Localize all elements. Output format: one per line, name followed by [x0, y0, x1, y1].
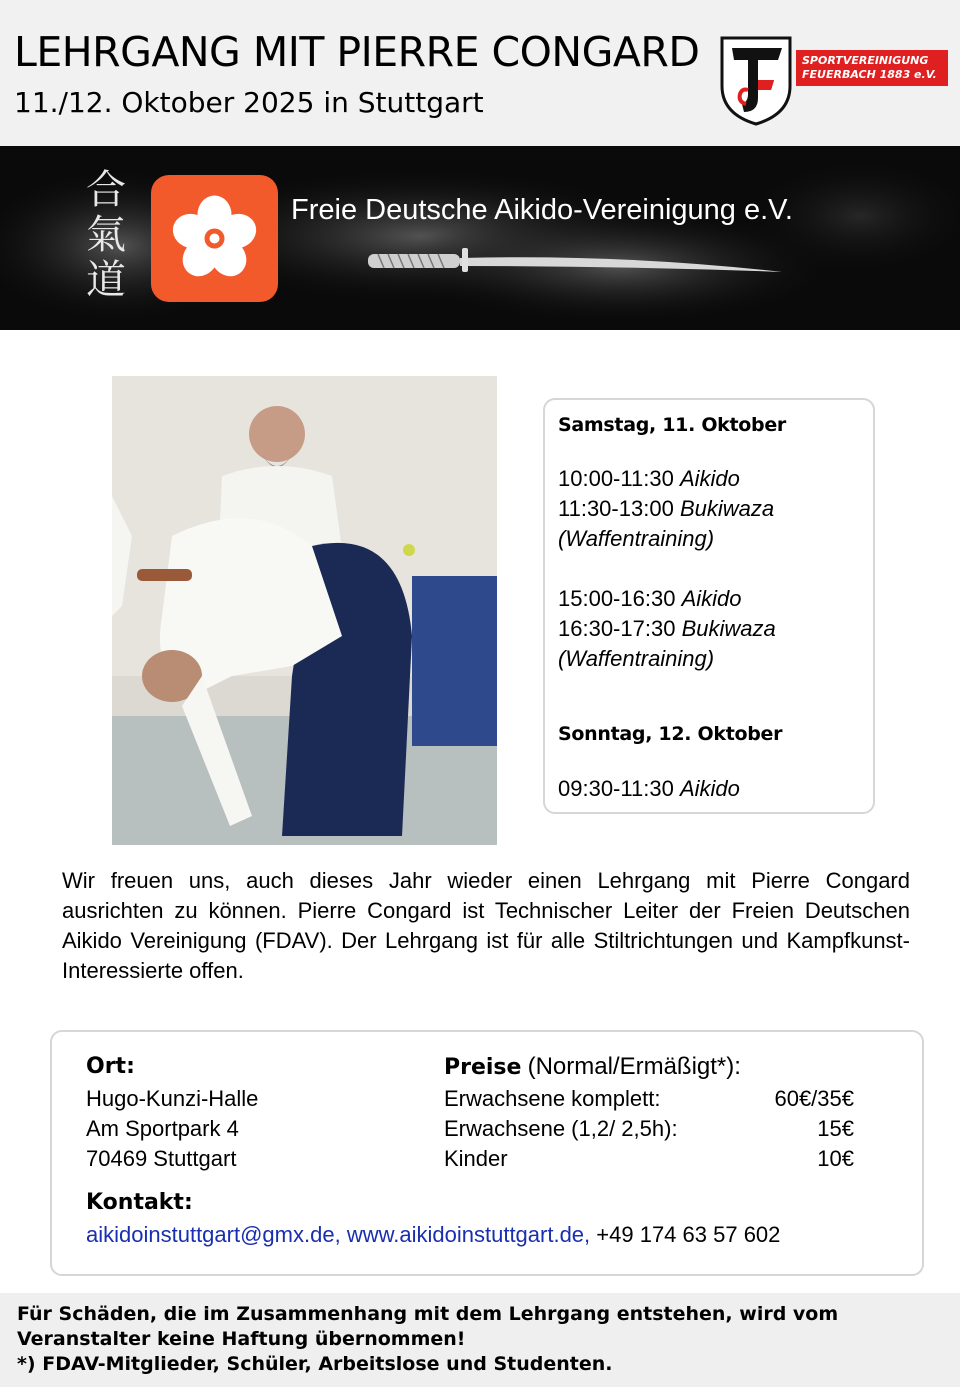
slot-time: 10:00-11:30 [558, 466, 674, 491]
katana-icon [364, 236, 784, 282]
kontakt-line [86, 1220, 780, 1250]
club-name-line1: SPORTVEREINIGUNG [802, 54, 929, 67]
slot-time: 15:00-16:30 [558, 586, 676, 611]
price-label: Erwachsene (1,2/ 2,5h): [444, 1116, 678, 1141]
aikido-kanji [80, 168, 132, 303]
schedule-slot [558, 644, 714, 674]
slot-activity: (Waffentraining) [558, 646, 715, 671]
club-crest-icon [718, 34, 794, 126]
schedule-slot [558, 774, 740, 804]
day1-title: Samstag, 11. Oktober [558, 414, 787, 436]
schedule-slot [558, 614, 776, 644]
club-name-badge [796, 50, 948, 86]
kanji-do: 道 [86, 257, 126, 303]
fdav-flower-logo-icon [151, 175, 278, 302]
schedule-slot [558, 584, 741, 614]
schedule-slot [558, 524, 714, 554]
kanji-ki: 氣 [86, 212, 126, 258]
price-label: Erwachsene komplett: [444, 1086, 661, 1111]
slot-activity: Bukiwaza [679, 496, 775, 521]
slot-time: 11:30-13:00 [558, 496, 674, 521]
club-name-line2: FEUERBACH 1883 e.V. [802, 68, 937, 81]
price-value: 15€ [817, 1116, 854, 1141]
email-link[interactable]: aikidoinstuttgart@gmx.de, [86, 1222, 341, 1247]
slot-activity: Aikido [679, 776, 740, 801]
day2-title: Sonntag, 12. Oktober [558, 723, 783, 745]
footnote-line: *) FDAV-Mitglieder, Schüler, Arbeitslose und Studenten. [17, 1353, 613, 1375]
intro-paragraph: Wir freuen uns, auch dieses Jahr wieder einen Lehrgang mit Pierre Congard ausrichten zu können. Pierre Congard ist Technischer Leiter der Freien Deutschen Aikido Vereinigung (FDAV). Der Lehrgang ist für alle Stiltrichtungen und Kampfkunst-Interessierte offen. [62, 868, 910, 983]
slot-activity: Aikido [681, 586, 742, 611]
aikido-photo [112, 376, 497, 845]
price-label: Kinder [444, 1146, 508, 1171]
preise-heading [444, 1052, 741, 1083]
slot-activity: Aikido [679, 466, 740, 491]
schedule-box [543, 398, 875, 814]
preise-label: Preise [444, 1055, 522, 1080]
header [0, 0, 960, 146]
page-subtitle: 11./12. Oktober 2025 in Stuttgart [14, 86, 484, 119]
slot-time: 09:30-11:30 [558, 776, 674, 801]
kontakt-label: Kontakt: [86, 1190, 193, 1215]
price-value: 60€/35€ [774, 1086, 854, 1111]
website-link[interactable]: www.aikidoinstuttgart.de, [346, 1222, 591, 1247]
slot-activity: (Waffentraining) [558, 526, 715, 551]
price-value: 10€ [817, 1146, 854, 1171]
preise-note: (Normal/Ermäßigt*): [527, 1053, 741, 1080]
phone-number: +49 174 63 57 602 [596, 1222, 781, 1247]
schedule-slot [558, 464, 740, 494]
schedule-slot [558, 494, 774, 524]
slot-time: 16:30-17:30 [558, 616, 676, 641]
slot-activity: Bukiwaza [681, 616, 776, 641]
ort-line: Am Sportpark 4 [86, 1116, 239, 1141]
ort-label: Ort: [86, 1054, 135, 1079]
info-box [50, 1030, 924, 1276]
org-name: Freie Deutsche Aikido-Vereinigung e.V. [291, 194, 793, 226]
ort-line: 70469 Stuttgart [86, 1146, 237, 1171]
disclaimer-line: Veranstalter keine Haftung übernommen! [17, 1328, 466, 1350]
kanji-ai: 合 [86, 167, 126, 213]
page-title: LEHRGANG MIT PIERRE CONGARD [14, 28, 700, 76]
disclaimer-line: Für Schäden, die im Zusammenhang mit dem Lehrgang entstehen, wird vom [17, 1303, 839, 1325]
disclaimer-footer [0, 1293, 960, 1387]
ort-line: Hugo-Kunzi-Halle [86, 1086, 259, 1111]
